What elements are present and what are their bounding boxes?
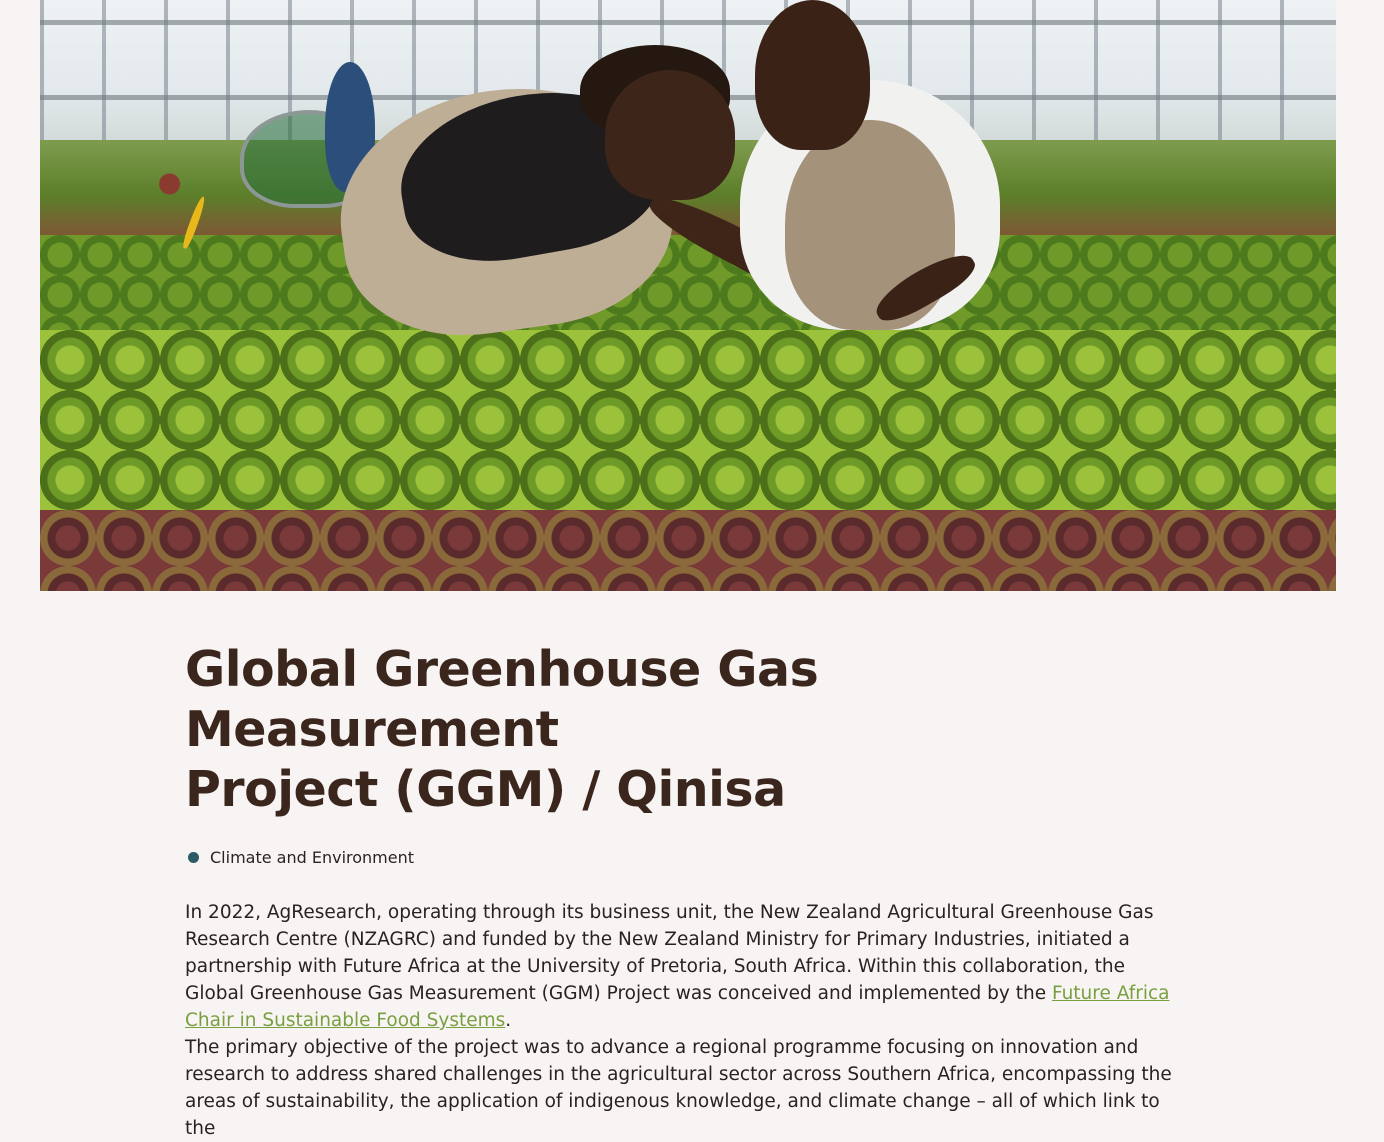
roof-beam xyxy=(40,20,1336,25)
bullet-dot-icon xyxy=(188,852,199,863)
title-line-2: Project (GGM) / Qinisa xyxy=(185,761,786,818)
page-title xyxy=(185,640,1175,820)
category-label: Climate and Environment xyxy=(210,847,415,867)
worker-right-head xyxy=(755,0,870,150)
worker-left-head xyxy=(605,70,735,200)
plant-bed-front xyxy=(40,330,1336,530)
hero-image xyxy=(40,0,1336,591)
article-body xyxy=(185,899,1175,1142)
title-line-1: Global Greenhouse Gas Measurement xyxy=(185,641,819,758)
paragraph-1 xyxy=(185,899,1175,1034)
paragraph-1-end: . xyxy=(505,1010,512,1031)
category-tag xyxy=(185,846,1175,868)
paragraph-1-text: In 2022, AgResearch, operating through its business unit, the New Zealand Agricultural Greenhouse Gas Research Centre (NZAGRC) and funded by the New Zealand Ministry for Primary Industries, initiated a partnership with Future Africa at the University of Pretoria, South Africa. Within this collaboration, the Global Greenhouse Gas Measurement (GGM) Project was conceived and implemented by the xyxy=(185,902,1154,1004)
future-africa-chair-link[interactable]: Future Africa Chair in Sustainable Food Systems xyxy=(185,983,1170,1031)
article xyxy=(185,640,1175,1142)
plant-bed-red-lettuce xyxy=(40,510,1336,591)
paragraph-2: The primary objective of the project was to advance a regional programme focusing on innovation and research to address shared challenges in the agricultural sector across Southern Africa, encompassing the areas of sustainability, the application of indigenous knowledge, and climate change – all of which link to the xyxy=(185,1037,1172,1139)
